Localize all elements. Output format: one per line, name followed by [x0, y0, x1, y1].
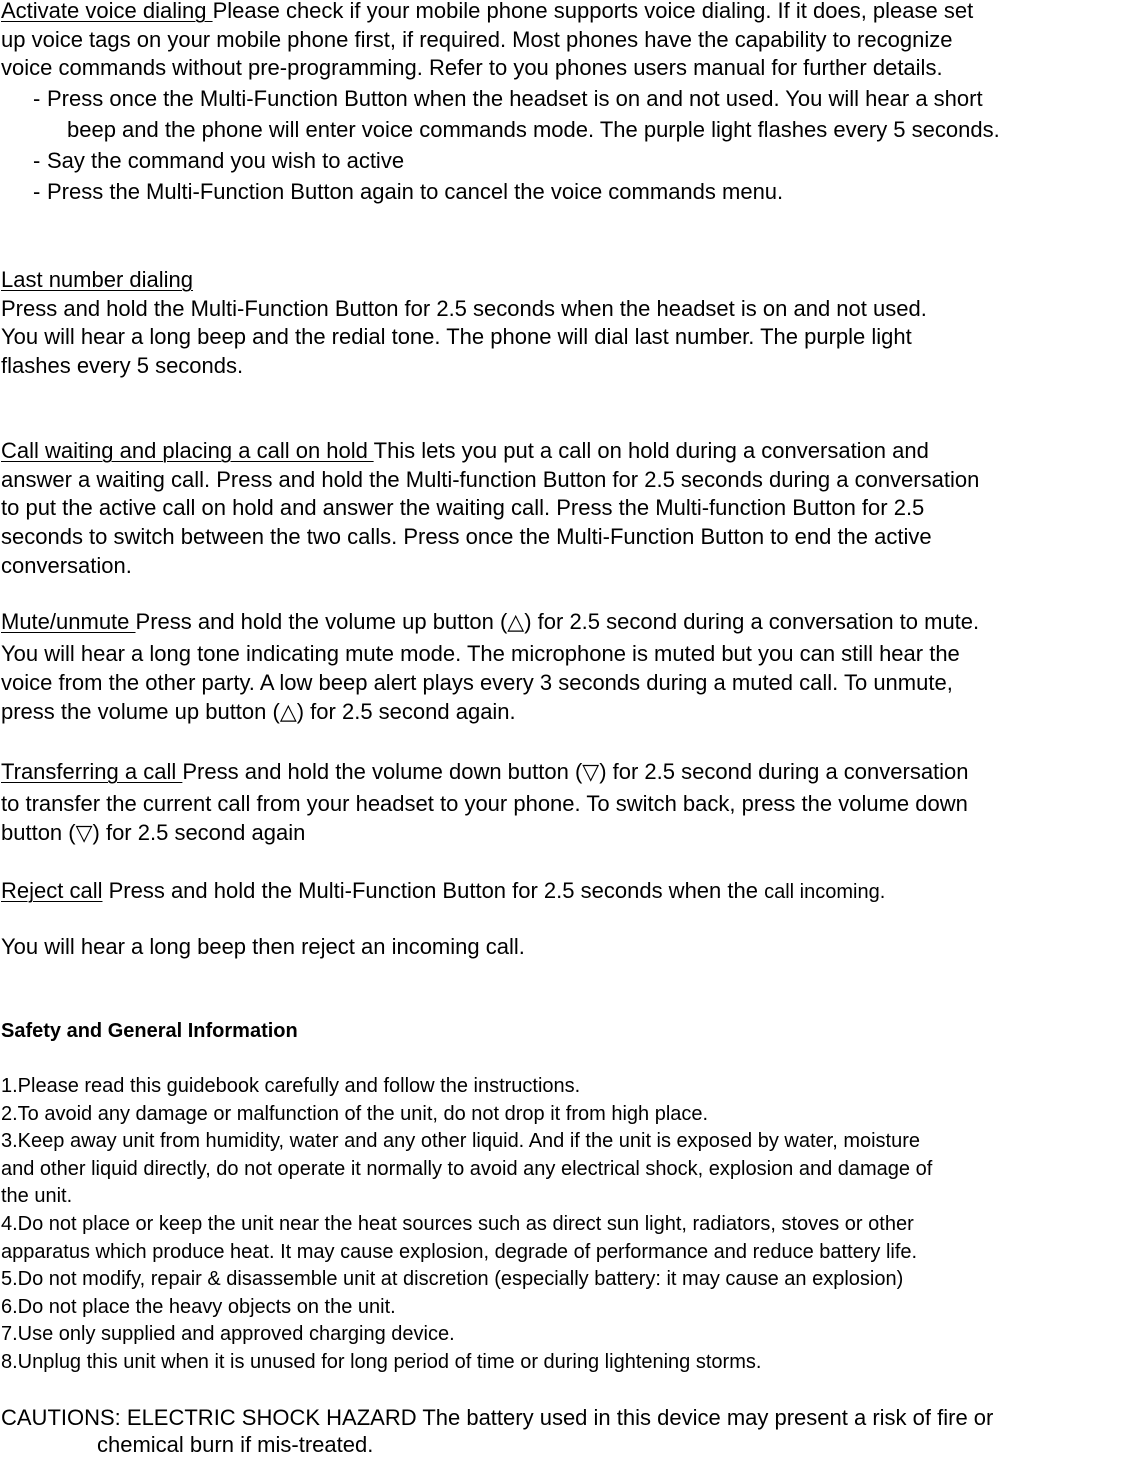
call-waiting-line-3: to put the active call on hold and answer the waiting call. Press the Multi-function Button for 2.5 [1, 495, 925, 520]
voice-dialing-line-2: up voice tags on your mobile phone first, if required. Most phones have the capability to recognize [1, 27, 953, 52]
safety-line-10: 7.Use only supplied and approved charging device. [1, 1323, 455, 1345]
voice-bullet-1: - Press once the Multi-Function Button when the headset is on and not used. You will hear a short [33, 86, 983, 111]
safety-line-11: 8.Unplug this unit when it is unused for long period of time or during lightening storms. [1, 1351, 762, 1373]
voice-dialing-text: Please check if your mobile phone supports voice dialing. If it does, please set [212, 0, 974, 23]
bullet-dash: - [33, 148, 41, 173]
reject-line-2: You will hear a long beep then reject an incoming call. [1, 934, 525, 959]
transfer-line-3: button (▽) for 2.5 second again [1, 820, 306, 845]
voice-bullet-2: - Say the command you wish to active [33, 148, 405, 173]
safety-line-6: 4.Do not place or keep the unit near the heat sources such as direct sun light, radiators, stoves or other [1, 1213, 914, 1235]
reject-line-1-tail: call incoming. [764, 881, 886, 903]
voice-bullet-3: - Press the Multi-Function Button again to cancel the voice commands menu. [33, 179, 784, 204]
mute-line-4: press the volume up button (△) for 2.5 second again. [1, 699, 516, 724]
last-number-line-2: You will hear a long beep and the redial tone. The phone will dial last number. The purple light [1, 324, 912, 349]
bullet-dash: - [33, 179, 41, 204]
mute-line-1: Mute/unmute Press and hold the volume up button (△) for 2.5 second during a conversation to mute. [1, 609, 980, 634]
transfer-line-1: Transferring a call Press and hold the volume down button (▽) for 2.5 second during a conversation [1, 759, 969, 784]
safety-line-3: 3.Keep away unit from humidity, water and any other liquid. And if the unit is exposed by water, moisture [1, 1130, 921, 1152]
last-number-heading: Last number dialing [1, 267, 194, 292]
call-waiting-line-1: Call waiting and placing a call on hold This lets you put a call on hold during a conversation and [1, 438, 929, 463]
safety-line-4: and other liquid directly, do not operate it normally to avoid any electrical shock, explosion and damage of [1, 1158, 933, 1180]
mute-line-3: voice from the other party. A low beep alert plays every 3 seconds during a muted call. To unmute, [1, 670, 953, 695]
reject-heading: Reject call [1, 878, 103, 903]
call-waiting-line-5: conversation. [1, 553, 132, 578]
transfer-heading: Transferring a call [1, 759, 183, 784]
voice-bullet-1-continuation: beep and the phone will enter voice commands mode. The purple light flashes every 5 seconds. [67, 117, 1000, 142]
safety-line-8: 5.Do not modify, repair & disassemble unit at discretion (especially battery: it may cause an explosion) [1, 1268, 904, 1290]
safety-line-5: the unit. [1, 1185, 73, 1207]
safety-line-7: apparatus which produce heat. It may cause explosion, degrade of performance and reduce battery life. [1, 1241, 918, 1263]
last-number-line-1: Press and hold the Multi-Function Button for 2.5 seconds when the headset is on and not used. [1, 296, 927, 321]
voice-dialing-heading: Activate voice dialing [1, 0, 213, 23]
cautions-line-2: chemical burn if mis-treated. [97, 1432, 374, 1457]
safety-heading: Safety and General Information [1, 1020, 298, 1042]
safety-line-1: 1.Please read this guidebook carefully and follow the instructions. [1, 1075, 581, 1097]
mute-heading: Mute/unmute [1, 609, 136, 634]
call-waiting-line-4: seconds to switch between the two calls. Press once the Multi-Function Button to end the active [1, 524, 932, 549]
last-number-line-3: flashes every 5 seconds. [1, 353, 244, 378]
mute-line-2: You will hear a long tone indicating mute mode. The microphone is muted but you can still hear the [1, 641, 960, 666]
bullet-dash: - [33, 86, 41, 111]
cautions-line-1: CAUTIONS: ELECTRIC SHOCK HAZARD The battery used in this device may present a risk of fire or [1, 1405, 994, 1430]
voice-dialing-line-1 [1, 0, 973, 25]
safety-line-9: 6.Do not place the heavy objects on the unit. [1, 1296, 396, 1318]
transfer-line-2: to transfer the current call from your headset to your phone. To switch back, press the volume down [1, 791, 968, 816]
safety-line-2: 2.To avoid any damage or malfunction of the unit, do not drop it from high place. [1, 1103, 709, 1125]
call-waiting-line-2: answer a waiting call. Press and hold the Multi-function Button for 2.5 seconds during a conversation [1, 467, 980, 492]
reject-line-1: Reject call Press and hold the Multi-Function Button for 2.5 seconds when the call incoming. [1, 878, 886, 903]
call-waiting-heading: Call waiting and placing a call on hold [1, 438, 374, 463]
voice-dialing-line-3: voice commands without pre-programming. Refer to you phones users manual for further details. [1, 55, 943, 80]
